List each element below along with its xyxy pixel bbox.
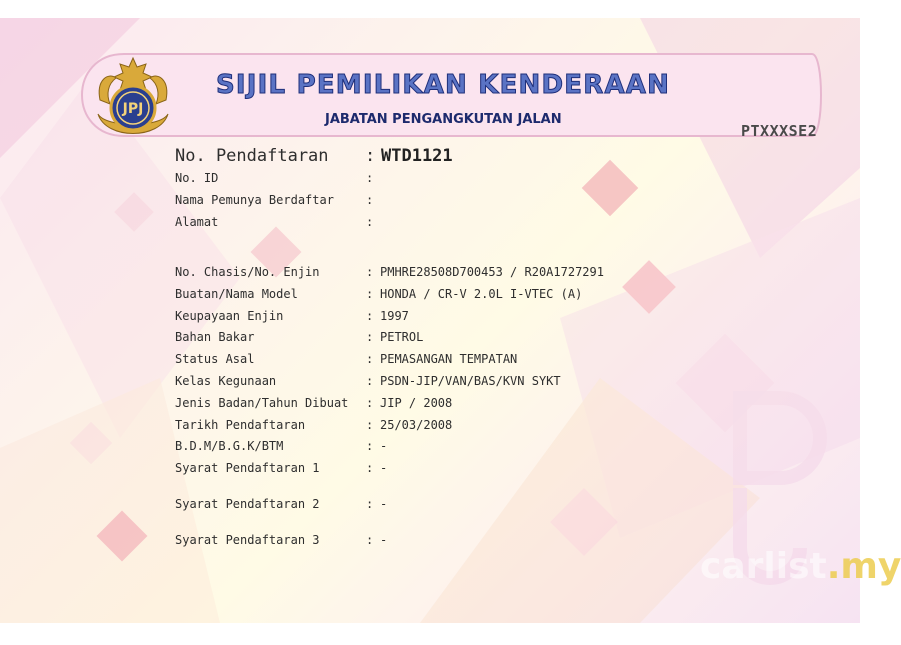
field-label: Syarat Pendaftaran 1 — [175, 461, 320, 475]
field-label: Nama Pemunya Berdaftar — [175, 193, 334, 207]
field-colon: : — [366, 461, 374, 475]
field-label: No. Chasis/No. Enjin — [175, 265, 320, 279]
field-value: - — [380, 461, 388, 475]
field-colon: : — [366, 171, 374, 185]
field-value: PEMASANGAN TEMPATAN — [380, 352, 518, 366]
field-label: B.D.M/B.G.K/BTM — [175, 439, 284, 453]
field-value: JIP / 2008 — [380, 396, 453, 410]
field-colon: : — [365, 146, 376, 166]
field-value: PSDN-JIP/VAN/BAS/KVN SYKT — [380, 374, 561, 388]
field-value: PMHRE28508D700453 / R20A1727291 — [380, 265, 604, 279]
field-value: HONDA / CR-V 2.0L I-VTEC (A) — [380, 287, 583, 301]
watermark-tld: .my — [826, 546, 901, 587]
field-colon: : — [366, 193, 374, 207]
crest-emblem-text: JPJ — [122, 101, 144, 117]
field-label: Alamat — [175, 215, 219, 229]
field-label: Syarat Pendaftaran 3 — [175, 533, 320, 547]
field-label: Buatan/Nama Model — [175, 287, 298, 301]
field-value: - — [380, 439, 388, 453]
field-label: No. ID — [175, 171, 219, 185]
serial-number: PTXXXSE2 — [741, 122, 818, 140]
field-colon: : — [366, 309, 374, 323]
watermark-name: carlist — [700, 546, 827, 587]
field-label: Keupayaan Enjin — [175, 309, 284, 323]
carlist-watermark — [700, 546, 901, 587]
field-label: Syarat Pendaftaran 2 — [175, 497, 320, 511]
field-colon: : — [366, 352, 374, 366]
field-colon: : — [366, 330, 374, 344]
field-value: - — [380, 533, 388, 547]
field-label: Kelas Kegunaan — [175, 374, 277, 388]
field-label: Bahan Bakar — [175, 330, 255, 344]
field-colon: : — [366, 533, 374, 547]
field-colon: : — [366, 439, 374, 453]
certificate-title: SIJIL PEMILIKAN KENDERAAN — [216, 70, 671, 100]
jpj-crest-icon — [86, 54, 180, 148]
field-label: Status Asal — [175, 352, 255, 366]
field-label: Jenis Badan/Tahun Dibuat — [175, 396, 349, 410]
field-value: - — [380, 497, 388, 511]
field-colon: : — [366, 497, 374, 511]
field-value: WTD1121 — [381, 146, 453, 166]
field-colon: : — [366, 265, 374, 279]
field-colon: : — [366, 215, 374, 229]
field-colon: : — [366, 396, 374, 410]
field-value: 1997 — [380, 309, 409, 323]
field-label: No. Pendaftaran — [175, 146, 329, 166]
certificate-card — [0, 18, 901, 623]
certificate-subtitle: JABATAN PENGANGKUTAN JALAN — [325, 112, 562, 127]
field-value: 25/03/2008 — [380, 418, 453, 432]
field-colon: : — [366, 374, 374, 388]
field-value: PETROL — [380, 330, 424, 344]
field-colon: : — [366, 287, 374, 301]
title-banner — [72, 46, 832, 156]
field-label: Tarikh Pendaftaran — [175, 418, 306, 432]
field-colon: : — [366, 418, 374, 432]
